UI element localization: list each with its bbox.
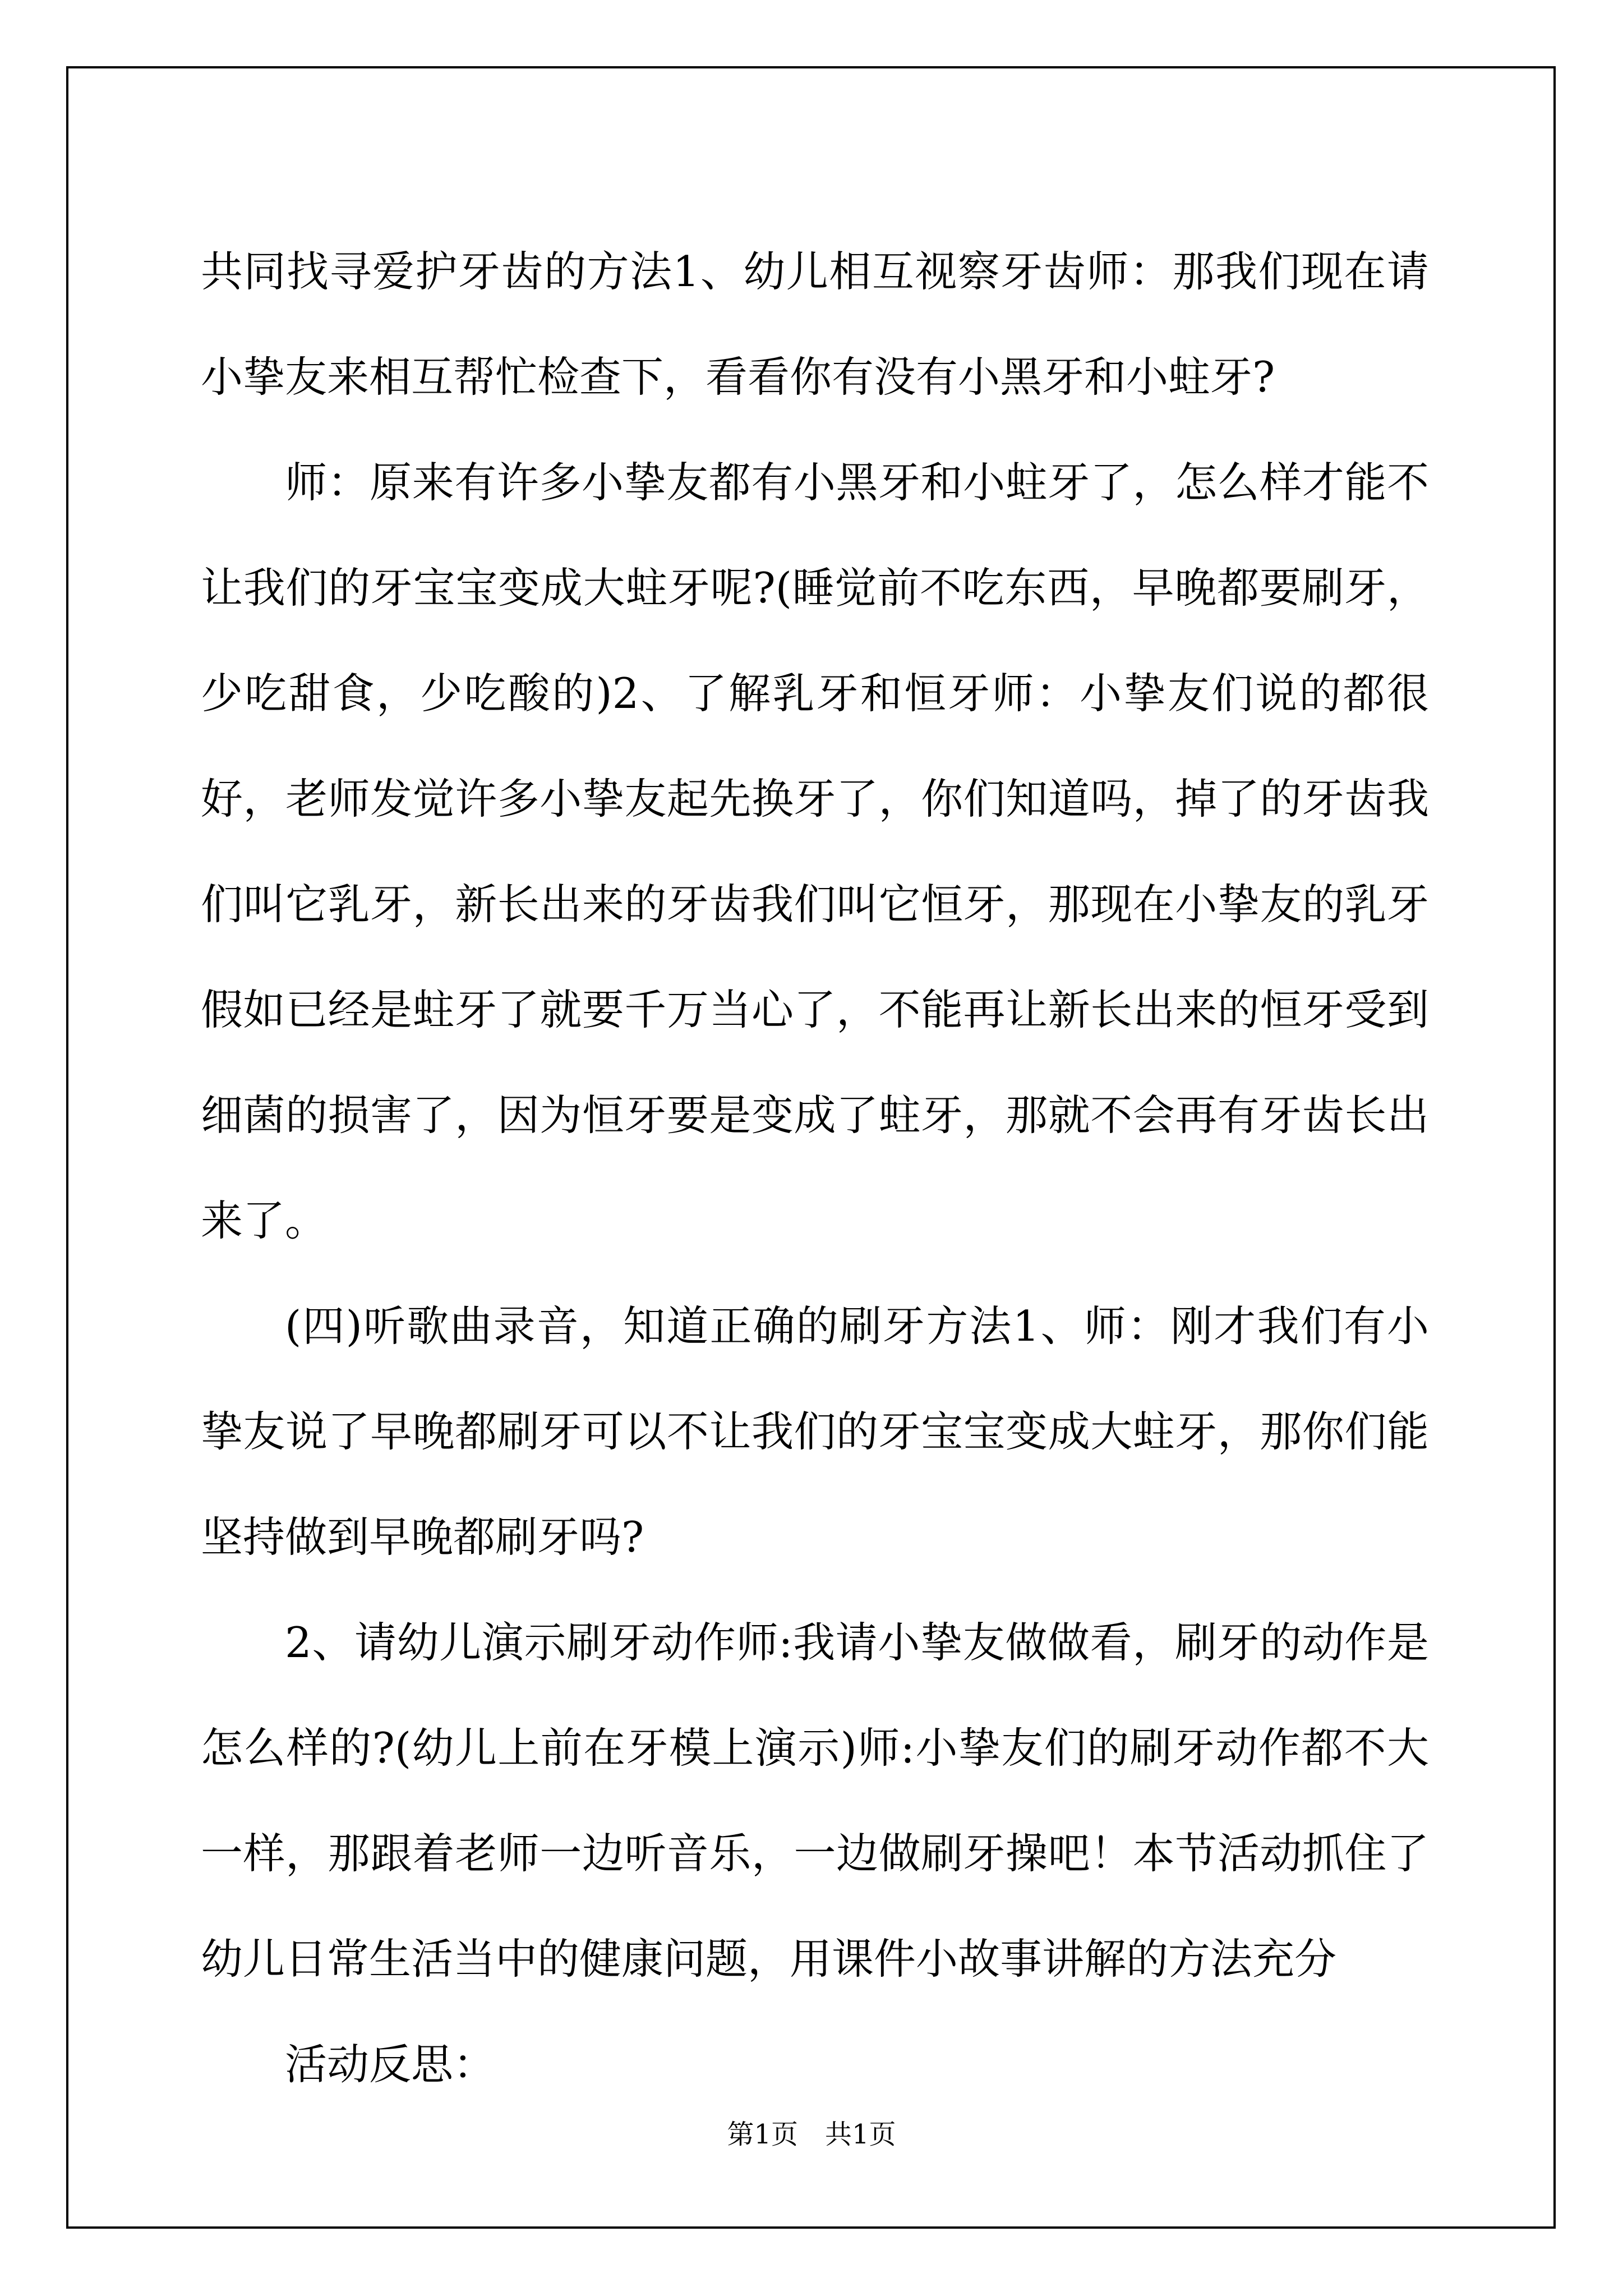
paragraph-3: (四)听歌曲录音，知道正确的刷牙方法1、师：刚才我们有小挚友说了早晚都刷牙可以不让我们的牙宝宝变成大蛀牙，那你们能坚持做到早晚都刷牙吗? — [201, 1301, 1429, 1562]
paragraph-1: 共同找寻爱护牙齿的方法1、幼儿相互视察牙齿师：那我们现在请小挚友来相互帮忙检查下，看看你有没有小黑牙和小蛀牙? — [201, 247, 1429, 402]
document-body — [201, 219, 1429, 2117]
page-footer — [0, 2118, 1623, 2151]
paragraph-4: 2、请幼儿演示刷牙动作师:我请小挚友做做看，刷牙的动作是怎么样的?(幼儿上前在牙模上演示)师:小挚友们的刷牙动作都不大一样，那跟着老师一边听音乐，一边做刷牙操吧！本节活动抓住了幼儿日常生活当中的健康问题，用课件小故事讲解的方法充分 — [201, 1618, 1429, 1984]
page-total: 共1页 — [825, 2119, 896, 2150]
page-number: 第1页 — [727, 2119, 798, 2150]
paragraph-2: 师：原来有许多小挚友都有小黑牙和小蛀牙了，怎么样才能不让我们的牙宝宝变成大蛀牙呢?(睡觉前不吃东西，早晚都要刷牙，少吃甜食，少吃酸的)2、了解乳牙和恒牙师：小挚友们说的都很好，老师发觉许多小挚友起先换牙了，你们知道吗，掉了的牙齿我们叫它乳牙，新长出来的牙齿我们叫它恒牙，那现在小挚友的乳牙假如已经是蛀牙了就要千万当心了，不能再让新长出来的恒牙受到细菌的损害了，因为恒牙要是变成了蛀牙，那就不会再有牙齿长出来了。 — [201, 458, 1429, 1245]
paragraph-5: 活动反思： — [285, 2040, 496, 2089]
